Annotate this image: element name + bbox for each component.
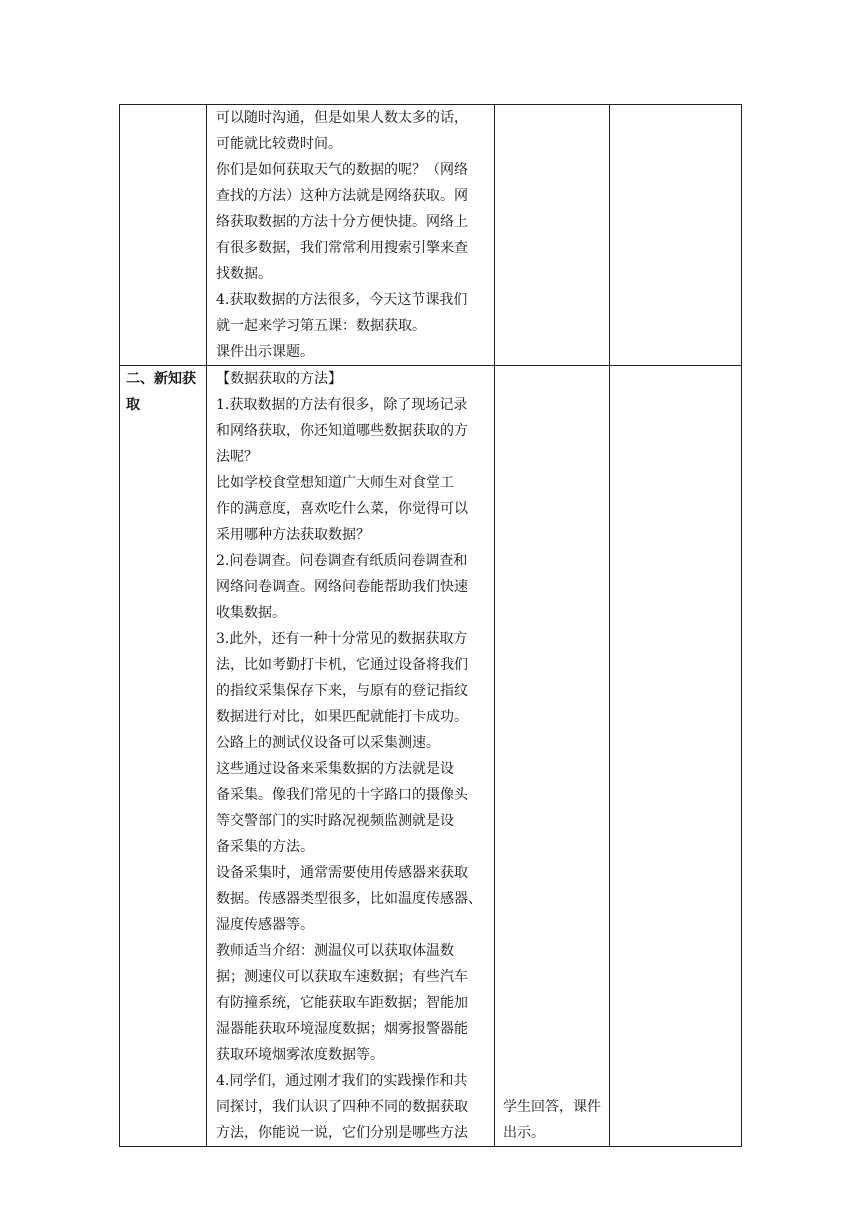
content-line: 据；测速仪可以获取车速数据；有些汽车 bbox=[216, 969, 468, 985]
content-line: 获取环境烟雾浓度数据等。 bbox=[216, 1047, 384, 1063]
table-body bbox=[120, 105, 742, 1147]
teacher-activity-cell bbox=[207, 105, 495, 366]
content-line: 备采集的方法。 bbox=[216, 839, 314, 855]
content-line: 网络问卷调查。网络问卷能帮助我们快速 bbox=[216, 579, 468, 595]
stage-title: 二、新知获取 bbox=[126, 371, 196, 413]
content-line: 等交警部门的实时路况视频监测就是设 bbox=[216, 813, 454, 829]
notes-cell bbox=[610, 366, 742, 1147]
content-line: 【数据获取的方法】 bbox=[216, 371, 342, 387]
table-row bbox=[120, 366, 742, 1147]
content-line: 收集数据。 bbox=[216, 605, 286, 621]
content-line: 比如学校食堂想知道广大师生对食堂工 bbox=[216, 475, 454, 491]
content-line: 查找的方法）这种方法就是网络获取。网 bbox=[216, 188, 468, 204]
content-line: 同探讨，我们认识了四种不同的数据获取 bbox=[216, 1099, 468, 1115]
student-activity-cell bbox=[495, 366, 610, 1147]
content-line: 4.获取数据的方法很多，今天这节课我们 bbox=[216, 292, 468, 308]
content-line: 和网络获取，你还知道哪些数据获取的方 bbox=[216, 423, 468, 439]
content-line: 法呢？ bbox=[216, 449, 258, 465]
student-line: 学生回答，课件 bbox=[503, 1099, 601, 1115]
content-line: 设备采集时，通常需要使用传感器来获取 bbox=[216, 865, 468, 881]
content-line: 有防撞系统，它能获取车距数据；智能加 bbox=[216, 995, 468, 1011]
lesson-plan-table bbox=[119, 104, 742, 1147]
content-line: 课件出示课题。 bbox=[216, 344, 314, 360]
content-line: 方法，你能说一说，它们分别是哪些方法 bbox=[216, 1125, 468, 1141]
content-line: 公路上的测试仪设备可以采集测速。 bbox=[216, 735, 440, 751]
content-line: 备采集。像我们常见的十字路口的摄像头 bbox=[216, 787, 468, 803]
teacher-activity-cell bbox=[207, 366, 495, 1147]
content-line: 2.问卷调查。问卷调查有纸质问卷调查和 bbox=[216, 553, 468, 569]
student-activity-cell bbox=[495, 105, 610, 366]
content-line: 就一起来学习第五课：数据获取。 bbox=[216, 318, 426, 334]
content-line: 找数据。 bbox=[216, 266, 272, 282]
content-line: 教师适当介绍：测温仪可以获取体温数 bbox=[216, 943, 454, 959]
content-line: 法，比如考勤打卡机，它通过设备将我们 bbox=[216, 657, 468, 673]
table-row bbox=[120, 105, 742, 366]
content-line: 可以随时沟通，但是如果人数太多的话， bbox=[216, 110, 468, 126]
content-line: 数据。传感器类型很多，比如温度传感器、 bbox=[216, 891, 482, 907]
content-line: 采用哪种方法获取数据？ bbox=[216, 527, 370, 543]
content-line: 数据进行对比，如果匹配就能打卡成功。 bbox=[216, 709, 468, 725]
content-line: 作的满意度，喜欢吃什么菜，你觉得可以 bbox=[216, 501, 468, 517]
student-line: 出示。 bbox=[503, 1125, 545, 1141]
content-line: 可能就比较费时间。 bbox=[216, 136, 342, 152]
stage-cell bbox=[120, 105, 207, 366]
content-line: 1.获取数据的方法有很多，除了现场记录 bbox=[216, 397, 468, 413]
content-line: 络获取数据的方法十分方便快捷。网络上 bbox=[216, 214, 468, 230]
notes-cell bbox=[610, 105, 742, 366]
stage-cell bbox=[120, 366, 207, 1147]
content-line: 湿器能获取环境湿度数据；烟雾报警器能 bbox=[216, 1021, 468, 1037]
content-line: 你们是如何获取天气的数据的呢？（网络 bbox=[216, 162, 468, 178]
content-line: 的指纹采集保存下来，与原有的登记指纹 bbox=[216, 683, 468, 699]
content-line: 3.此外，还有一种十分常见的数据获取方 bbox=[216, 631, 468, 647]
content-line: 湿度传感器等。 bbox=[216, 917, 314, 933]
content-line: 有很多数据，我们常常利用搜索引擎来查 bbox=[216, 240, 468, 256]
content-line: 这些通过设备来采集数据的方法就是设 bbox=[216, 761, 454, 777]
content-line: 4.同学们，通过刚才我们的实践操作和共 bbox=[216, 1073, 468, 1089]
